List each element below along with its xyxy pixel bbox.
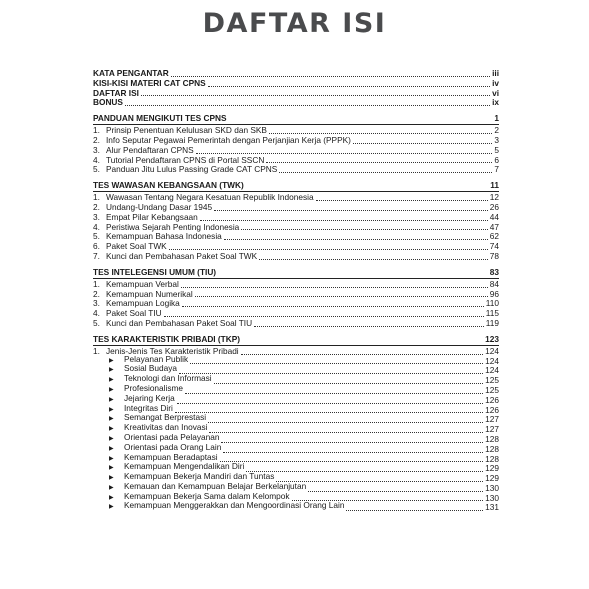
toc-entry-text: Kemampuan Menggerakkan dan Mengoordinasi Orang Lain (124, 500, 345, 511)
dot-leader (179, 372, 483, 374)
toc-entry-number: 1. (93, 278, 100, 289)
toc-page-number: 96 (489, 288, 499, 299)
dot-leader (254, 325, 484, 327)
toc-page-number: 44 (489, 211, 499, 222)
dot-leader (346, 509, 483, 511)
toc-page-number: 127 (485, 424, 499, 435)
toc-page-number: 130 (485, 492, 499, 503)
toc-page-number: 119 (485, 317, 499, 328)
bullet-arrow-icon: ▶ (109, 455, 114, 462)
dot-leader (209, 431, 483, 433)
dot-leader (141, 94, 490, 96)
toc-page-number: 129 (485, 463, 499, 474)
toc-page-number: 7 (494, 164, 499, 175)
dot-leader (196, 152, 493, 154)
toc-entry-text: Paket Soal TIU (106, 308, 162, 319)
toc-entry-text: Kemampuan Bekerja Mandiri dan Tuntas (124, 471, 275, 482)
section-page-number: 123 (485, 333, 499, 344)
toc-page-number: vi (492, 87, 499, 98)
dot-leader (177, 402, 483, 404)
toc-section-heading[interactable] (93, 180, 499, 192)
toc-entry-text: Empat Pilar Kebangsaan (106, 211, 198, 222)
dot-leader (241, 353, 484, 355)
toc-entry-number: 4. (93, 221, 100, 232)
toc-entry-text: Orientasi pada Orang Lain (124, 441, 222, 452)
toc-page-number: 130 (485, 482, 499, 493)
toc-entry-number: 1. (93, 125, 100, 136)
toc-page-number: 131 (485, 502, 499, 513)
toc-entry-text: Orientasi pada Pelayanan (124, 431, 220, 442)
toc-entry-text: Kreativitas dan Inovasi (124, 422, 208, 433)
toc-front-entry[interactable] (93, 89, 499, 99)
toc-entry-text: Info Seputar Pegawai Pemerintah dengan Perjanjian Kerja (PPPK) (106, 134, 351, 145)
toc-page-number: iv (492, 77, 499, 88)
toc-page-number: 6 (494, 154, 499, 165)
section-page-number: 83 (489, 266, 499, 277)
bullet-arrow-icon: ▶ (109, 367, 114, 374)
section-title: PANDUAN MENGIKUTI TES CPNS (93, 113, 227, 124)
toc-entry-number: 3. (93, 298, 100, 309)
dot-leader (208, 85, 490, 87)
toc-page-number: 126 (485, 394, 499, 405)
toc-entry-text: Undang-Undang Dasar 1945 (106, 201, 213, 212)
toc-page-number: 74 (489, 241, 499, 252)
toc-entry-text: Kemampuan Numerikal (106, 288, 193, 299)
toc-entry[interactable] (93, 252, 499, 262)
section-title: TES KARAKTERISTIK PRIBADI (TKP) (93, 333, 241, 344)
bullet-arrow-icon: ▶ (109, 406, 114, 413)
bullet-arrow-icon: ▶ (109, 445, 114, 452)
section-page-number: 1 (494, 113, 499, 124)
toc-page-number: iii (492, 68, 499, 78)
dot-leader (266, 161, 492, 163)
toc-page-number: 128 (485, 453, 499, 464)
toc-page-number: 127 (485, 414, 499, 425)
toc-entry-label (93, 319, 252, 329)
dot-leader (169, 248, 488, 250)
toc-page-number: 110 (485, 298, 499, 309)
bullet-arrow-icon: ▶ (109, 484, 114, 491)
bullet-arrow-icon: ▶ (109, 357, 114, 364)
toc-entry-text: Pelayanan Publik (124, 353, 189, 364)
page-title: DAFTAR ISI (202, 8, 387, 39)
dot-leader (208, 421, 483, 423)
toc-entry-text: Paket Soal TWK (106, 241, 167, 252)
dot-leader (164, 315, 484, 317)
bullet-arrow-icon: ▶ (109, 386, 114, 393)
toc-section-heading[interactable] (93, 334, 499, 346)
toc-entry-number: 3. (93, 144, 100, 155)
toc-front-entry[interactable] (93, 98, 499, 108)
bullet-arrow-icon: ▶ (109, 396, 114, 403)
toc-subentry[interactable] (93, 500, 499, 513)
toc-entry-text: Integritas Diri (124, 402, 173, 413)
toc-entry-number: 2. (93, 134, 100, 145)
toc-entry[interactable] (93, 319, 499, 329)
toc-entry-number: 5. (93, 231, 100, 242)
dot-leader (308, 490, 483, 492)
dot-leader (182, 305, 484, 307)
toc-entry-label (93, 165, 277, 175)
toc-page-number: 62 (489, 231, 499, 242)
dot-leader (171, 75, 490, 77)
toc-entry-number: 5. (93, 317, 100, 328)
toc-entry-text: Kemampuan Beradaptasi (124, 451, 218, 462)
toc-entry-number: 3. (93, 211, 100, 222)
toc-entry-text: Teknologi dan Informasi (124, 373, 212, 384)
toc-entry-text: Kemauan dan Kemampuan Belajar Berkelanjutan (124, 480, 307, 491)
dot-leader (185, 392, 483, 394)
toc-entry-text: Kunci dan Pembahasan Paket Soal TWK (106, 250, 258, 261)
toc-page-number: 5 (494, 144, 499, 155)
bullet-arrow-icon: ▶ (109, 416, 114, 423)
toc-page-number: 129 (485, 473, 499, 484)
dot-leader (246, 470, 483, 472)
toc-entry-number: 2. (93, 201, 100, 212)
toc-page-number: 47 (489, 221, 499, 232)
section-title: TES WAWASAN KEBANGSAAN (TWK) (93, 180, 244, 191)
toc-section-heading[interactable] (93, 267, 499, 279)
toc-entry-text: Kunci dan Pembahasan Paket Soal TIU (106, 317, 253, 328)
toc-page-number: 84 (489, 278, 499, 289)
dot-leader (175, 411, 483, 413)
dot-leader (200, 219, 488, 221)
toc-entry-text: Peristiwa Sejarah Penting Indonesia (106, 221, 240, 232)
toc-entry-number: 7. (93, 250, 100, 261)
dot-leader (259, 258, 488, 260)
dot-leader (223, 451, 483, 453)
dot-leader (220, 460, 484, 462)
toc-section-heading[interactable] (93, 113, 499, 125)
toc-entry-text: Kemampuan Bekerja Sama dalam Kelompok (124, 490, 290, 501)
toc-entry-number: 4. (93, 154, 100, 165)
toc-page-number: 78 (489, 250, 499, 261)
section-page-number: 11 (490, 180, 499, 191)
dot-leader (269, 132, 492, 134)
toc-entry-text: Kemampuan Verbal (106, 278, 179, 289)
toc-entry-text: Tutorial Pendaftaran CPNS di Portal SSCN (106, 154, 265, 165)
toc-page-number: 124 (485, 365, 499, 376)
bullet-arrow-icon: ▶ (109, 435, 114, 442)
toc-entry-text: Alur Pendaftaran CPNS (106, 144, 194, 155)
dot-leader (316, 199, 488, 201)
toc-page-number: 124 (485, 345, 499, 356)
bullet-arrow-icon: ▶ (109, 377, 114, 384)
toc-entry-text: Jejaring Kerja (124, 392, 175, 403)
toc-entry-text: Semangat Berprestasi (124, 412, 207, 423)
toc-page-number: 115 (485, 308, 499, 319)
toc-entry-number: 1. (93, 192, 100, 203)
toc-entry-number: 6. (93, 241, 100, 252)
toc-entry-text: Prinsip Penentuan Kelulusan SKD dan SKB (106, 125, 267, 136)
toc-entry-text: Jenis-Jenis Tes Karakteristik Pribadi (106, 345, 239, 356)
toc-page-number: 125 (485, 375, 499, 386)
dot-leader (214, 209, 488, 211)
toc-entry-text: Sosial Budaya (124, 363, 178, 374)
toc-entry-label (93, 98, 123, 108)
dot-leader (276, 480, 483, 482)
toc-entry-text: Panduan Jitu Lulus Passing Grade CAT CPNS (106, 164, 278, 175)
toc-page-number: 128 (485, 443, 499, 454)
toc-page-number: ix (492, 97, 499, 108)
toc-entry-text: KISI-KISI MATERI CAT CPNS (93, 77, 206, 88)
bullet-arrow-icon: ▶ (109, 494, 114, 501)
toc-entry-text: BONUS (93, 97, 123, 108)
toc-entry-number: 2. (93, 288, 100, 299)
toc-page-number: 2 (494, 125, 499, 136)
toc-page-number: 126 (485, 404, 499, 415)
toc-entry-label (93, 252, 257, 262)
dot-leader (279, 171, 492, 173)
toc-entry-text: Profesionalisme (124, 382, 184, 393)
dot-leader (214, 382, 484, 384)
dot-leader (221, 441, 483, 443)
dot-leader (241, 228, 487, 230)
dot-leader (181, 286, 488, 288)
toc-entry-text: KATA PENGANTAR (93, 68, 169, 78)
toc-page-number: 3 (494, 134, 499, 145)
toc-page-number: 26 (489, 201, 499, 212)
toc-entry-text: Kemampuan Mengendalikan Diri (124, 461, 245, 472)
dot-leader (190, 362, 483, 364)
dot-leader (195, 295, 488, 297)
toc-entry-number: 1. (93, 345, 100, 356)
bullet-arrow-icon: ▶ (109, 504, 114, 511)
bullet-arrow-icon: ▶ (109, 465, 114, 472)
toc-entry-text: DAFTAR ISI (93, 87, 139, 98)
toc-entry-text: Wawasan Tentang Negara Kesatuan Republik Indonesia (106, 192, 314, 203)
toc-entry-number: 5. (93, 164, 100, 175)
toc-page-number: 125 (485, 384, 499, 395)
dot-leader (353, 142, 492, 144)
toc-entry-text: Kemampuan Logika (106, 298, 180, 309)
dot-leader (125, 104, 490, 106)
table-of-contents (93, 69, 499, 513)
toc-page-number: 12 (489, 192, 499, 203)
toc-entry-text: Kemampuan Bahasa Indonesia (106, 231, 222, 242)
toc-entry-label (109, 501, 344, 513)
toc-page-number: 124 (485, 355, 499, 366)
toc-entry[interactable] (93, 165, 499, 175)
toc-page-number: 128 (485, 433, 499, 444)
section-title: TES INTELEGENSI UMUM (TIU) (93, 266, 217, 277)
bullet-arrow-icon: ▶ (109, 475, 114, 482)
toc-front-entry[interactable] (93, 79, 499, 89)
bullet-arrow-icon: ▶ (109, 426, 114, 433)
toc-entry-number: 4. (93, 308, 100, 319)
dot-leader (224, 238, 488, 240)
